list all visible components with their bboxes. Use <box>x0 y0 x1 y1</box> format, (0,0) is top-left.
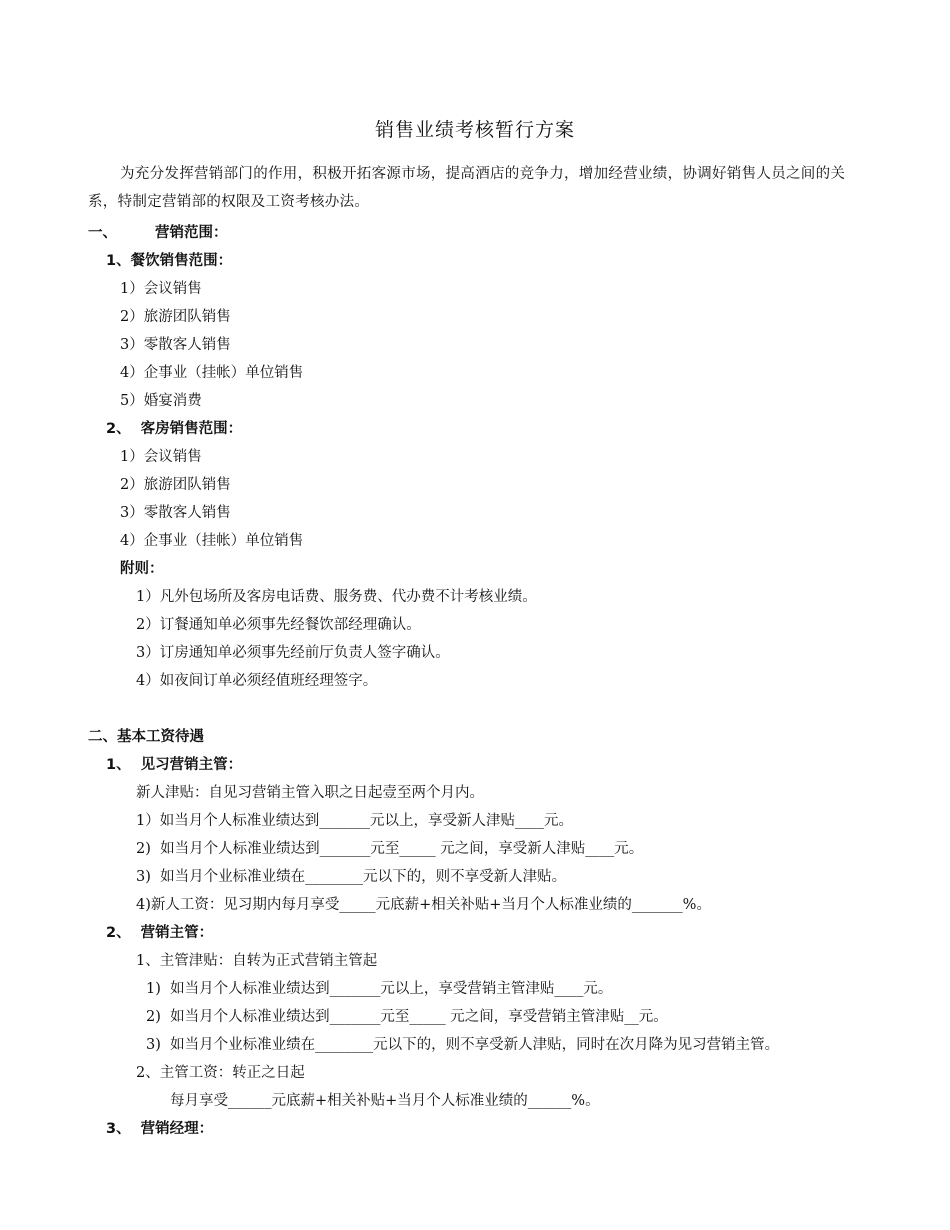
section1-heading: 营销范围： <box>155 225 228 241</box>
list-item: 2）旅游团队销售 <box>120 477 231 493</box>
page-title: 销售业绩考核暂行方案 <box>374 119 575 141</box>
section2-sub2-heading: 2、 营销主管： <box>106 925 214 941</box>
rule-item: 1）凡外包场所及客房电话费、服务费、代办费不计考核业绩。 <box>136 589 537 605</box>
list-item: 4）企事业（挂帐）单位销售 <box>120 365 304 381</box>
rule-item: 4）如夜间订单必须经值班经理签字。 <box>136 673 378 689</box>
clause-item: 3) 如当月个业标准业绩在________元以下的，则不享受新人津贴。 <box>136 869 567 885</box>
section2-sub3-heading: 3、 营销经理： <box>106 1121 214 1137</box>
list-item: 2）旅游团队销售 <box>120 309 231 325</box>
section1-sub2-heading: 2、 客房销售范围： <box>106 421 243 437</box>
list-item: 1）会议销售 <box>120 449 202 465</box>
list-item: 3）零散客人销售 <box>120 337 231 353</box>
rule-item: 2）订餐通知单必须事先经餐饮部经理确认。 <box>136 617 421 633</box>
clause-item: 1) 如当月个人标准业绩达到_______元以上，享受营销主管津贴____元。 <box>146 981 613 997</box>
list-item: 1）会议销售 <box>120 281 202 297</box>
list-item: 3）零散客人销售 <box>120 505 231 521</box>
clause-item: 4)新人工资：见习期内每月享受_____元底薪+相关补贴+当月个人标准业绩的_______%。 <box>136 897 711 913</box>
intro-paragraph: 为充分发挥营销部门的作用，积极开拓客源市场，提高酒店的竞争力，增加经营业绩，协调好销售人员之间的关系，特制定营销部的权限及工资考核办法。 <box>88 166 846 210</box>
salary-text: 每月享受______元底薪+相关补贴+当月个人标准业绩的______%。 <box>170 1093 600 1109</box>
rule-item: 3）订房通知单必须事先经前厅负责人签字确认。 <box>136 645 450 661</box>
list-item: 4）企事业（挂帐）单位销售 <box>120 533 304 549</box>
allowance-title: 1、主管津贴：自转为正式营销主管起 <box>136 953 378 969</box>
section1-number: 一、 <box>88 225 117 241</box>
section2-heading: 二、基本工资待遇 <box>88 729 204 745</box>
clause-item: 2) 如当月个人标准业绩达到_______元至_____ 元之间，享受新人津贴____元。 <box>136 841 644 857</box>
clause-item: 2) 如当月个人标准业绩达到_______元至_____ 元之间，享受营销主管津贴__元。 <box>146 1009 668 1025</box>
section2-sub1-heading: 1、 见习营销主管： <box>106 757 243 773</box>
salary-title: 2、主管工资：转正之日起 <box>136 1065 305 1081</box>
allowance-text: 新人津贴：自见习营销主管入职之日起壹至两个月内。 <box>136 785 484 801</box>
list-item: 5）婚宴消费 <box>120 393 202 409</box>
rules-heading: 附则： <box>120 561 164 577</box>
clause-item: 1）如当月个人标准业绩达到_______元以上，享受新人津贴____元。 <box>136 813 573 829</box>
clause-item: 3) 如当月个业标准业绩在________元以下的，则不享受新人津贴，同时在次月降为见习营销主管。 <box>146 1037 780 1053</box>
section1-sub1-heading: 1、餐饮销售范围： <box>106 253 233 269</box>
